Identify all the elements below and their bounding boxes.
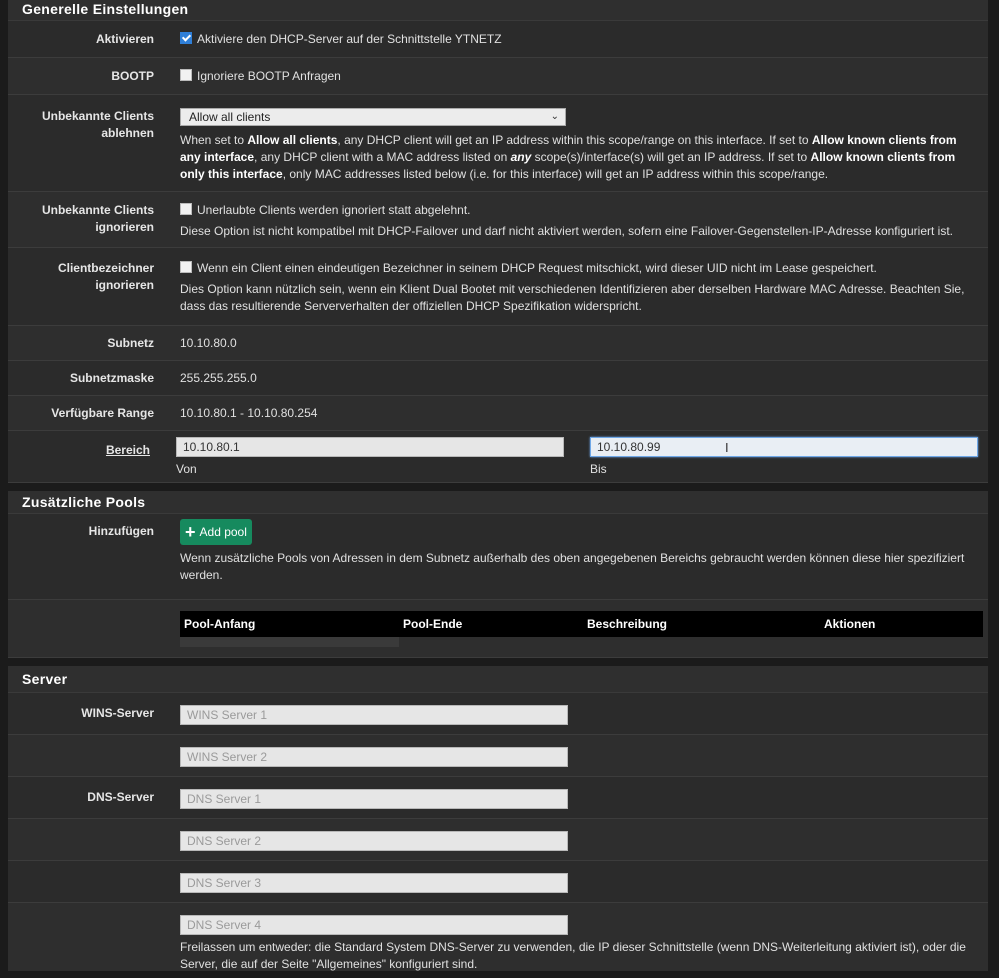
- col-description: Beschreibung: [583, 611, 820, 637]
- row-bootp: [8, 58, 988, 95]
- add-pool-label: Hinzufügen: [88, 524, 154, 538]
- row-dns1: [8, 777, 988, 819]
- row-bereich: [8, 431, 988, 483]
- bootp-value: [180, 68, 988, 85]
- bootp-checkbox[interactable]: [180, 69, 192, 81]
- plus-icon: +: [185, 522, 196, 542]
- ignore-clientuid-value: [180, 260, 988, 325]
- add-pool-button[interactable]: + Add pool: [180, 519, 252, 545]
- subnet-value: 10.10.80.0: [180, 335, 237, 350]
- row-wins2: [8, 735, 988, 777]
- ignore-unknown-checkbox[interactable]: [180, 203, 192, 215]
- dns-server-1-input[interactable]: DNS Server 1: [180, 789, 568, 809]
- pools-heading: Zusätzliche Pools: [8, 491, 988, 514]
- enable-text: Aktiviere den DHCP-Server auf der Schnittstelle YTNETZ: [197, 31, 502, 46]
- ignore-unknown-label: Unbekannte Clients ignorieren: [41, 203, 154, 234]
- deny-unknown-help: When set to Allow all clients, any DHCP client will get an IP address within this scope/range on this interface. If set to Allow known clients from any interface, any DHCP client with a MAC address listed on any scope(s)/interface(s) will get an IP address. If set to Allow known clients from only this interface, only MAC addresses listed below (i.e. for this interface) will get an IP address within this scope/range.: [180, 133, 957, 181]
- ignore-unknown-value: [180, 202, 988, 247]
- pools-table: [180, 611, 983, 637]
- text-cursor-icon: I: [725, 440, 729, 455]
- dns-server-4-input[interactable]: DNS Server 4: [180, 915, 568, 935]
- ignore-unknown-help: Diese Option ist nicht kompatibel mit DHCP-Failover und darf nicht aktiviert werden, sofern eine Failover-Gegenstellen-IP-Adresse konfiguriert ist.: [180, 224, 953, 238]
- general-settings-panel: [8, 0, 988, 483]
- bereich-link[interactable]: Bereich: [105, 443, 150, 457]
- bootp-label: BOOTP: [111, 68, 154, 83]
- deny-unknown-label: Unbekannte Clients ablehnen: [41, 109, 154, 140]
- netmask-label: Subnetzmaske: [69, 370, 154, 385]
- bootp-text: Ignoriere BOOTP Anfragen: [197, 68, 341, 83]
- add-pool-value: [180, 519, 988, 599]
- ignore-unknown-text: Unerlaubte Clients werden ignoriert statt abgelehnt.: [197, 203, 471, 217]
- netmask-value: 255.255.255.0: [180, 370, 257, 385]
- col-actions: Aktionen: [820, 611, 983, 637]
- row-dns4: [8, 903, 988, 971]
- bereich-label: [8, 437, 150, 482]
- wins-server-1-input[interactable]: WINS Server 1: [180, 705, 568, 725]
- subnet-label: Subnetz: [107, 335, 154, 350]
- row-dns2: [8, 819, 988, 861]
- dns-help: Freilassen um entweder: die Standard System DNS-Server zu verwenden, die IP dieser Schnittstelle (wenn DNS-Weiterleitung aktiviert ist), oder die Server, die auf der Seite "Allgemeines" konfiguriert sind.: [180, 940, 966, 971]
- dns-label: DNS-Server: [87, 790, 154, 804]
- deny-unknown-select[interactable]: [180, 108, 566, 126]
- row-add-pool: [8, 514, 988, 600]
- bereich-value: [176, 437, 988, 482]
- wins-server-2-input[interactable]: WINS Server 2: [180, 747, 568, 767]
- available-range-value: 10.10.80.1 - 10.10.80.254: [180, 405, 318, 420]
- row-pools-table: [8, 600, 988, 658]
- row-ignore-unknown: [8, 192, 988, 248]
- col-pool-end: Pool-Ende: [399, 611, 583, 637]
- row-dns3: [8, 861, 988, 903]
- range-to-label: Bis: [590, 462, 607, 476]
- row-wins1: [8, 693, 988, 735]
- row-deny-unknown: [8, 95, 988, 192]
- range-to-input[interactable]: [590, 437, 978, 457]
- row-subnet: [8, 326, 988, 361]
- enable-value: [180, 31, 988, 48]
- row-netmask: [8, 361, 988, 396]
- wins-label: WINS-Server: [81, 706, 154, 720]
- ignore-clientuid-label: Clientbezeichner ignorieren: [57, 261, 154, 292]
- range-from-label: Von: [176, 462, 197, 476]
- row-enable: [8, 21, 988, 58]
- dns-server-3-input[interactable]: DNS Server 3: [180, 873, 568, 893]
- pools-panel: [8, 491, 988, 658]
- ignore-clientuid-help: Dies Option kann nützlich sein, wenn ein Klient Dual Bootet mit verschiedenen Identifizieren aber derselben Hardware MAC Adresse. Beachten Sie, dass das resultierende Serververhalten der offiziellen DHCP Spezifikation widerspricht.: [180, 282, 965, 313]
- col-pool-start: Pool-Anfang: [180, 611, 399, 637]
- range-to-value: 10.10.80.99: [597, 440, 661, 454]
- enable-label: Aktivieren: [95, 31, 154, 46]
- deny-unknown-value: [180, 108, 988, 191]
- ignore-clientuid-checkbox[interactable]: [180, 261, 192, 273]
- range-from-input[interactable]: 10.10.80.1: [176, 437, 564, 457]
- pools-table-wrap: [180, 611, 988, 657]
- row-available-range: [8, 396, 988, 431]
- table-scrollbar[interactable]: [180, 637, 399, 647]
- add-pool-help: Wenn zusätzliche Pools von Adressen in dem Subnetz außerhalb des oben angegebenen Bereichs gebraucht werden können diese hier spezifiziert werden.: [180, 551, 965, 582]
- dns-server-2-input[interactable]: DNS Server 2: [180, 831, 568, 851]
- row-ignore-clientuid: [8, 248, 988, 326]
- server-panel: [8, 666, 988, 971]
- deny-unknown-selected: Allow all clients: [189, 110, 271, 124]
- ignore-clientuid-text: Wenn ein Client einen eindeutigen Bezeichner in seinem DHCP Request mitschickt, wird dieser UID nicht im Lease gespeichert.: [197, 261, 877, 275]
- chevron-down-icon: ⌄: [550, 111, 559, 122]
- enable-checkbox[interactable]: [180, 32, 192, 44]
- server-heading: Server: [8, 666, 988, 693]
- available-range-label: Verfügbare Range: [51, 405, 154, 420]
- general-settings-heading: Generelle Einstellungen: [8, 0, 988, 21]
